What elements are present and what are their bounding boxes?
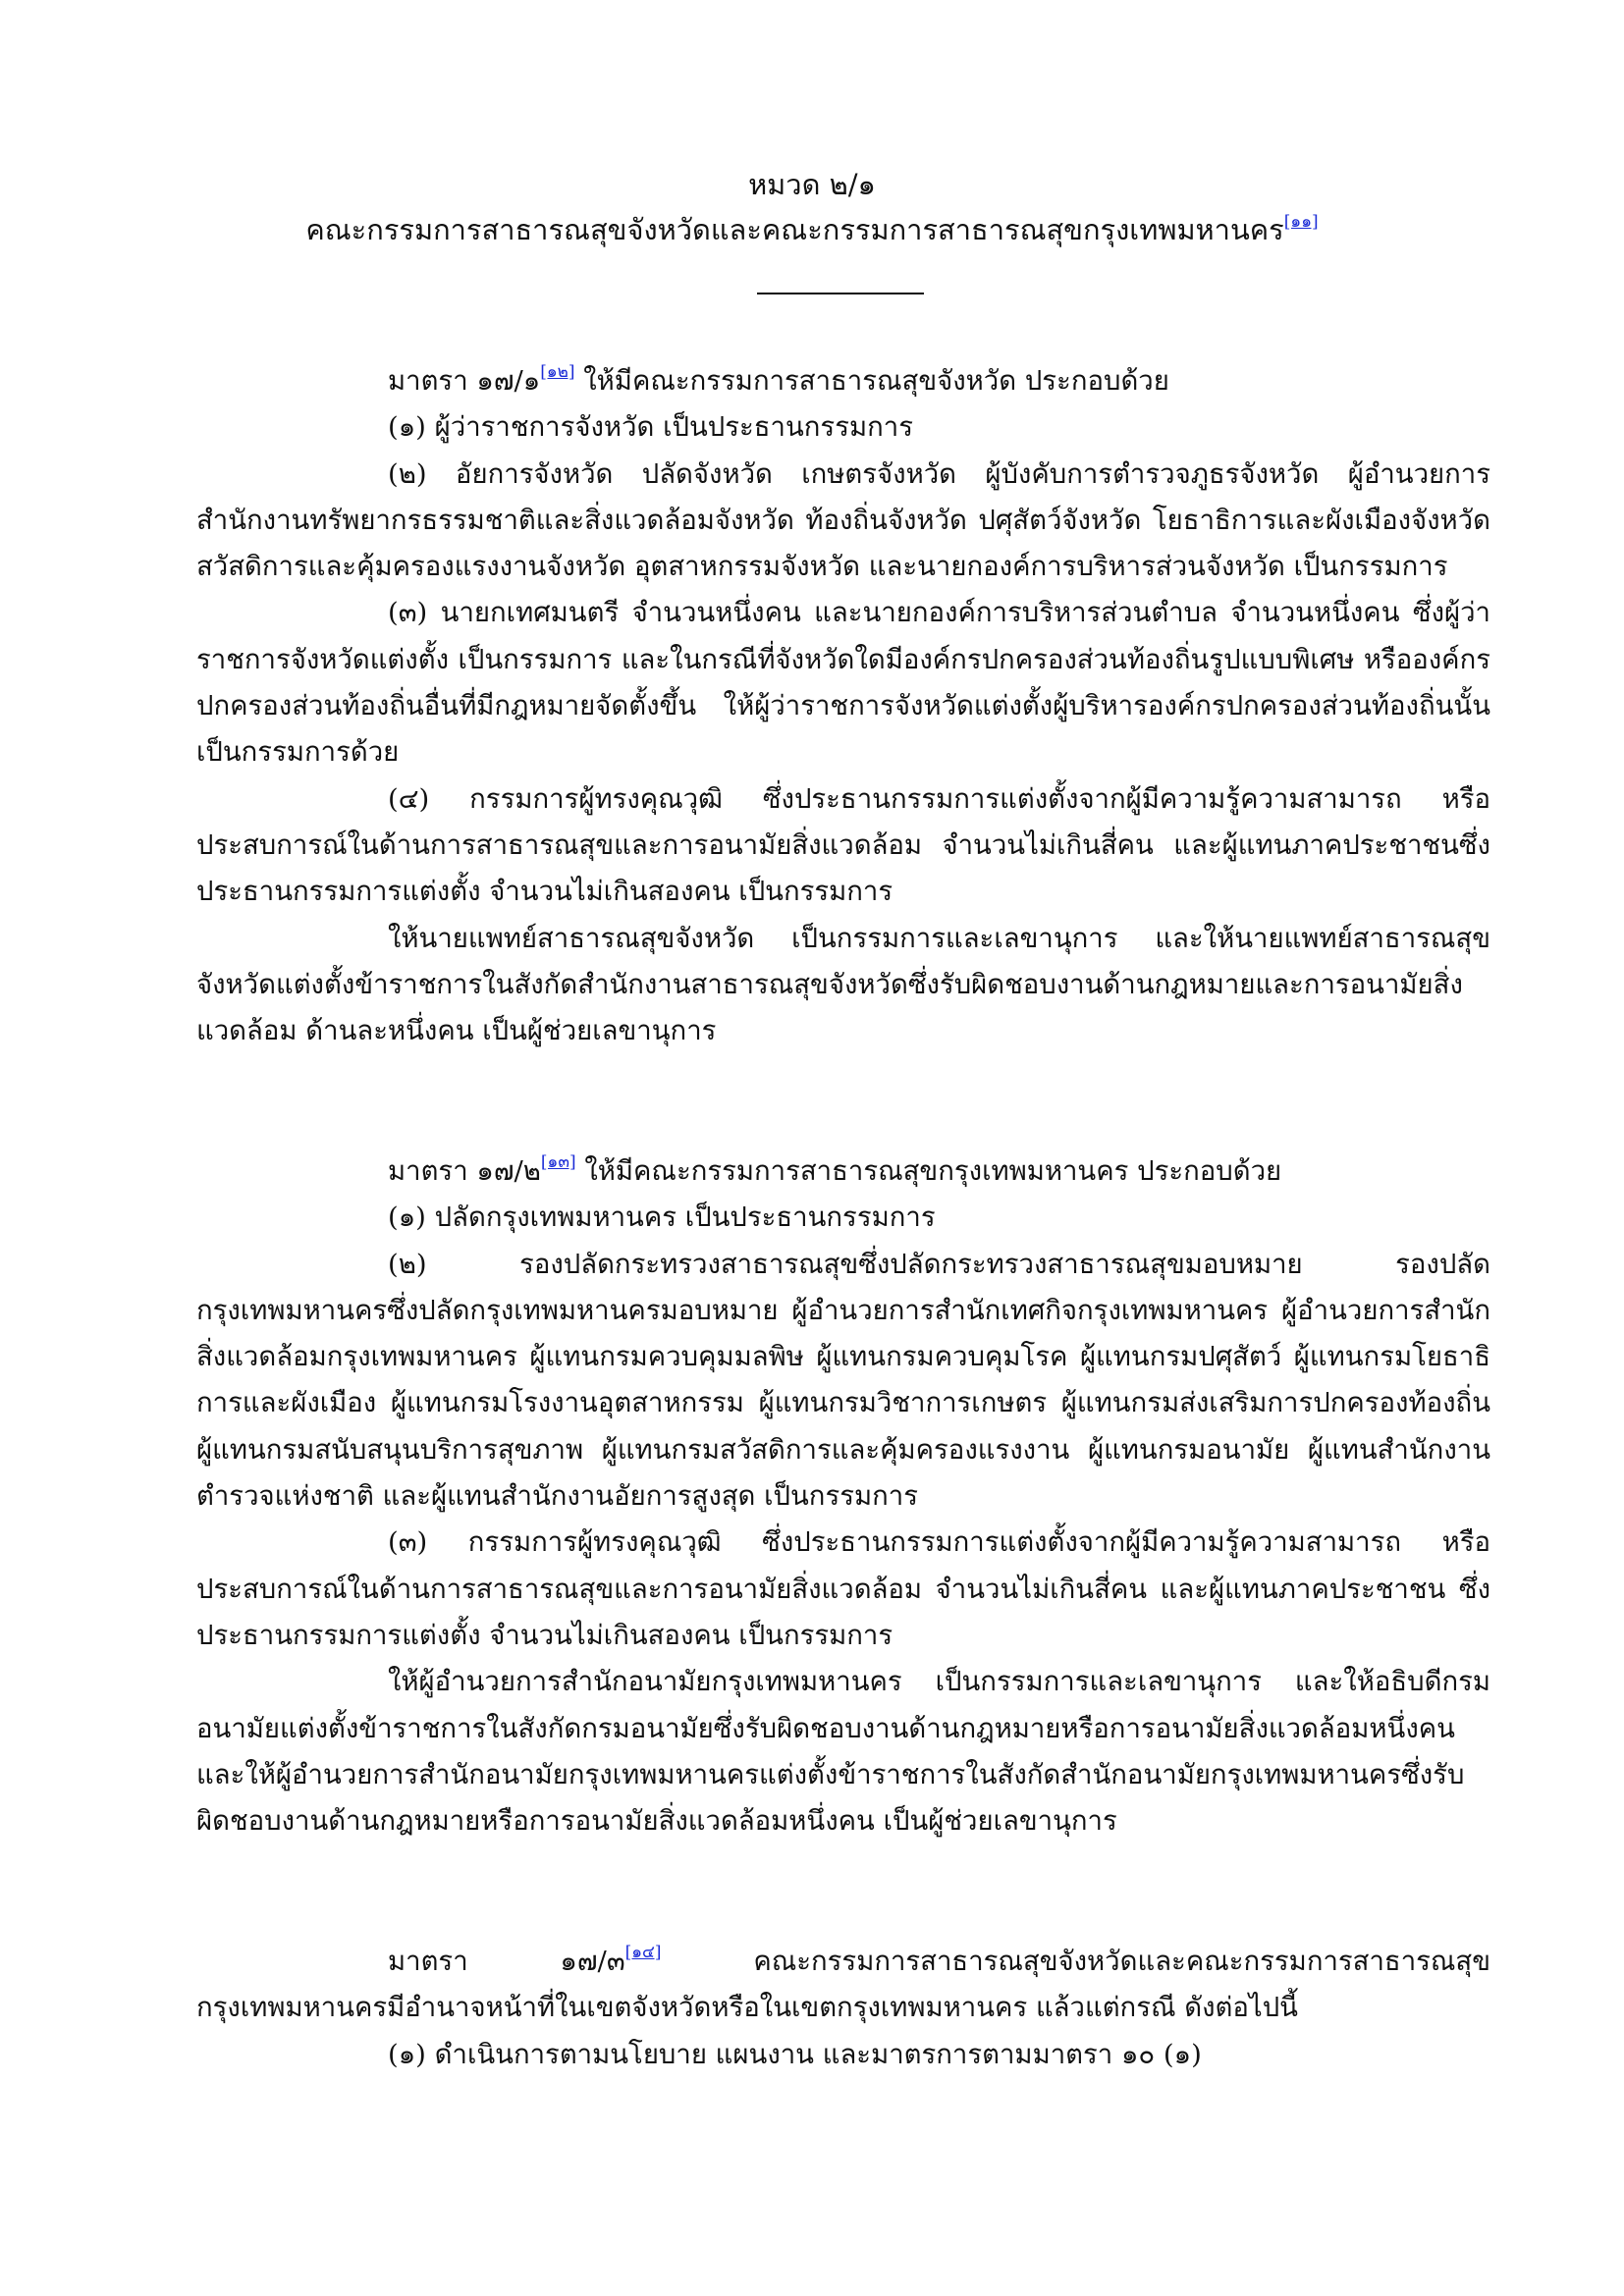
footnote-link[interactable]: [๑๒]: [540, 362, 575, 382]
section-label: มาตรา ๑๗/๒: [388, 1155, 541, 1187]
section-heading: [196, 1148, 1490, 1195]
section-intro: ให้มีคณะกรรมการสาธารณสุขจังหวัด ประกอบด้วย: [574, 365, 1169, 397]
footnote-link[interactable]: [๑๑]: [1283, 212, 1319, 232]
clause-paragraph: (๒) รองปลัดกระทรวงสาธารณสุขซึ่งปลัดกระทรวงสาธารณสุขมอบหมาย รองปลัดกรุงเทพมหานครซึ่งปลัดกรุงเทพมหานครมอบหมาย ผู้อำนวยการสำนักเทศกิจกรุงเทพมหานคร ผู้อำนวยการสำนักสิ่งแวดล้อมกรุงเทพมหานคร ผู้แทนกรมควบคุมมลพิษ ผู้แทนกรมควบคุมโรค ผู้แทนกรมปศุสัตว์ ผู้แทนกรมโยธาธิการและผังเมือง ผู้แทนกรมโรงงานอุตสาหกรรม ผู้แทนกรมวิชาการเกษตร ผู้แทนกรมส่งเสริมการปกครองท้องถิ่น ผู้แทนกรมสนับสนุนบริการสุขภาพ ผู้แทนกรมสวัสดิการและคุ้มครองแรงงาน ผู้แทนกรมอนามัย ผู้แทนสำนักงานตำรวจแห่งชาติ และผู้แทนสำนักงานอัยการสูงสุด เป็นกรรมการ: [196, 1248, 1490, 1513]
chapter-title: หมวด ๒/๑: [748, 168, 876, 201]
clause-paragraph: (๑) ผู้ว่าราชการจังหวัด เป็นประธานกรรมการ: [388, 411, 913, 444]
clause-paragraph: ให้นายแพทย์สาธารณสุขจังหวัด เป็นกรรมการและเลขานุการ และให้นายแพทย์สาธารณสุขจังหวัดแต่งตั้งข้าราชการในสังกัดสำนักงานสาธารณสุขจังหวัดซึ่งรับผิดชอบงานด้านกฎหมายและการอนามัยสิ่งแวดล้อม ด้านละหนึ่งคน เป็นผู้ช่วยเลขานุการ: [196, 922, 1490, 1047]
title-divider: [757, 293, 924, 294]
section-intro: คณะกรรมการสาธารณสุขจังหวัดและคณะกรรมการสาธารณสุขกรุงเทพมหานครมีอำนาจหน้าที่ในเขตจังหวัดหรือในเขตกรุงเทพมหานคร แล้วแต่กรณี ดังต่อไปนี้: [196, 1946, 1490, 2024]
chapter-subtitle: [0, 210, 1624, 249]
section-17-2: [196, 1148, 1490, 1844]
clause-paragraph: (๓) นายกเทศมนตรี จำนวนหนึ่งคน และนายกองค์การบริหารส่วนตำบล จำนวนหนึ่งคน ซึ่งผู้ว่าราชการจังหวัดแต่งตั้ง เป็นกรรมการ และในกรณีที่จังหวัดใดมีองค์กรปกครองส่วนท้องถิ่นรูปแบบพิเศษ หรือองค์กรปกครองส่วนท้องถิ่นอื่นที่มีกฎหมายจัดตั้งขึ้น ให้ผู้ว่าราชการจังหวัดแต่งตั้งผู้บริหารองค์กรปกครองส่วนท้องถิ่นนั้นเป็นกรรมการด้วย: [196, 597, 1490, 769]
clause-paragraph: (๑) ดำเนินการตามนโยบาย แผนงาน และมาตรการตามมาตรา ๑๐ (๑): [388, 2038, 1202, 2070]
clause-paragraph: (๒) อัยการจังหวัด ปลัดจังหวัด เกษตรจังหวัด ผู้บังคับการตำรวจภูธรจังหวัด ผู้อำนวยการสำนักงานทรัพยากรธรรมชาติและสิ่งแวดล้อมจังหวัด ท้องถิ่นจังหวัด ปศุสัตว์จังหวัด โยธาธิการและผังเมืองจังหวัด สวัสดิการและคุ้มครองแรงงานจังหวัด อุตสาหกรรมจังหวัด และนายกองค์การบริหารส่วนจังหวัด เป็นกรรมการ: [196, 457, 1490, 583]
clause-paragraph: (๓) กรรมการผู้ทรงคุณวุฒิ ซึ่งประธานกรรมการแต่งตั้งจากผู้มีความรู้ความสามารถ หรือประสบการณ์ในด้านการสาธารณสุขและการอนามัยสิ่งแวดล้อม จำนวนไม่เกินสี่คน และผู้แทนภาคประชาชน ซึ่งประธานกรรมการแต่งตั้ง จำนวนไม่เกินสองคน เป็นกรรมการ: [196, 1526, 1490, 1651]
section-heading: [196, 1939, 1490, 2032]
section-17-3: [196, 1939, 1490, 2078]
section-label: มาตรา ๑๗/๓: [388, 1946, 625, 1977]
section-17-1: [196, 358, 1490, 1054]
footnote-link[interactable]: [๑๓]: [540, 1152, 576, 1172]
clause-paragraph: (๑) ปลัดกรุงเทพมหานคร เป็นประธานกรรมการ: [388, 1201, 936, 1234]
clause-paragraph: ให้ผู้อำนวยการสำนักอนามัยกรุงเทพมหานคร เป็นกรรมการและเลขานุการ และให้อธิบดีกรมอนามัยแต่งตั้งข้าราชการในสังกัดกรมอนามัยซึ่งรับผิดชอบงานด้านกฎหมายหรือการอนามัยสิ่งแวดล้อมหนึ่งคน และให้ผู้อำนวยการสำนักอนามัยกรุงเทพมหานครแต่งตั้งข้าราชการในสังกัดสำนักอนามัยกรุงเทพมหานครซึ่งรับผิดชอบงานด้านกฎหมายหรือการอนามัยสิ่งแวดล้อมหนึ่งคน เป็นผู้ช่วยเลขานุการ: [196, 1666, 1490, 1838]
footnote-link[interactable]: [๑๔]: [624, 1943, 662, 1962]
section-intro: ให้มีคณะกรรมการสาธารณสุขกรุงเทพมหานคร ประกอบด้วย: [575, 1155, 1282, 1187]
section-heading: [196, 358, 1490, 404]
chapter-subtitle-text: คณะกรรมการสาธารณสุขจังหวัดและคณะกรรมการสาธารณสุขกรุงเทพมหานคร: [305, 213, 1284, 246]
section-label: มาตรา ๑๗/๑: [388, 365, 541, 397]
clause-paragraph: (๔) กรรมการผู้ทรงคุณวุฒิ ซึ่งประธานกรรมการแต่งตั้งจากผู้มีความรู้ความสามารถ หรือประสบการณ์ในด้านการสาธารณสุขและการอนามัยสิ่งแวดล้อม จำนวนไม่เกินสี่คน และผู้แทนภาคประชาชนซึ่งประธานกรรมการแต่งตั้ง จำนวนไม่เกินสองคน เป็นกรรมการ: [196, 782, 1490, 908]
